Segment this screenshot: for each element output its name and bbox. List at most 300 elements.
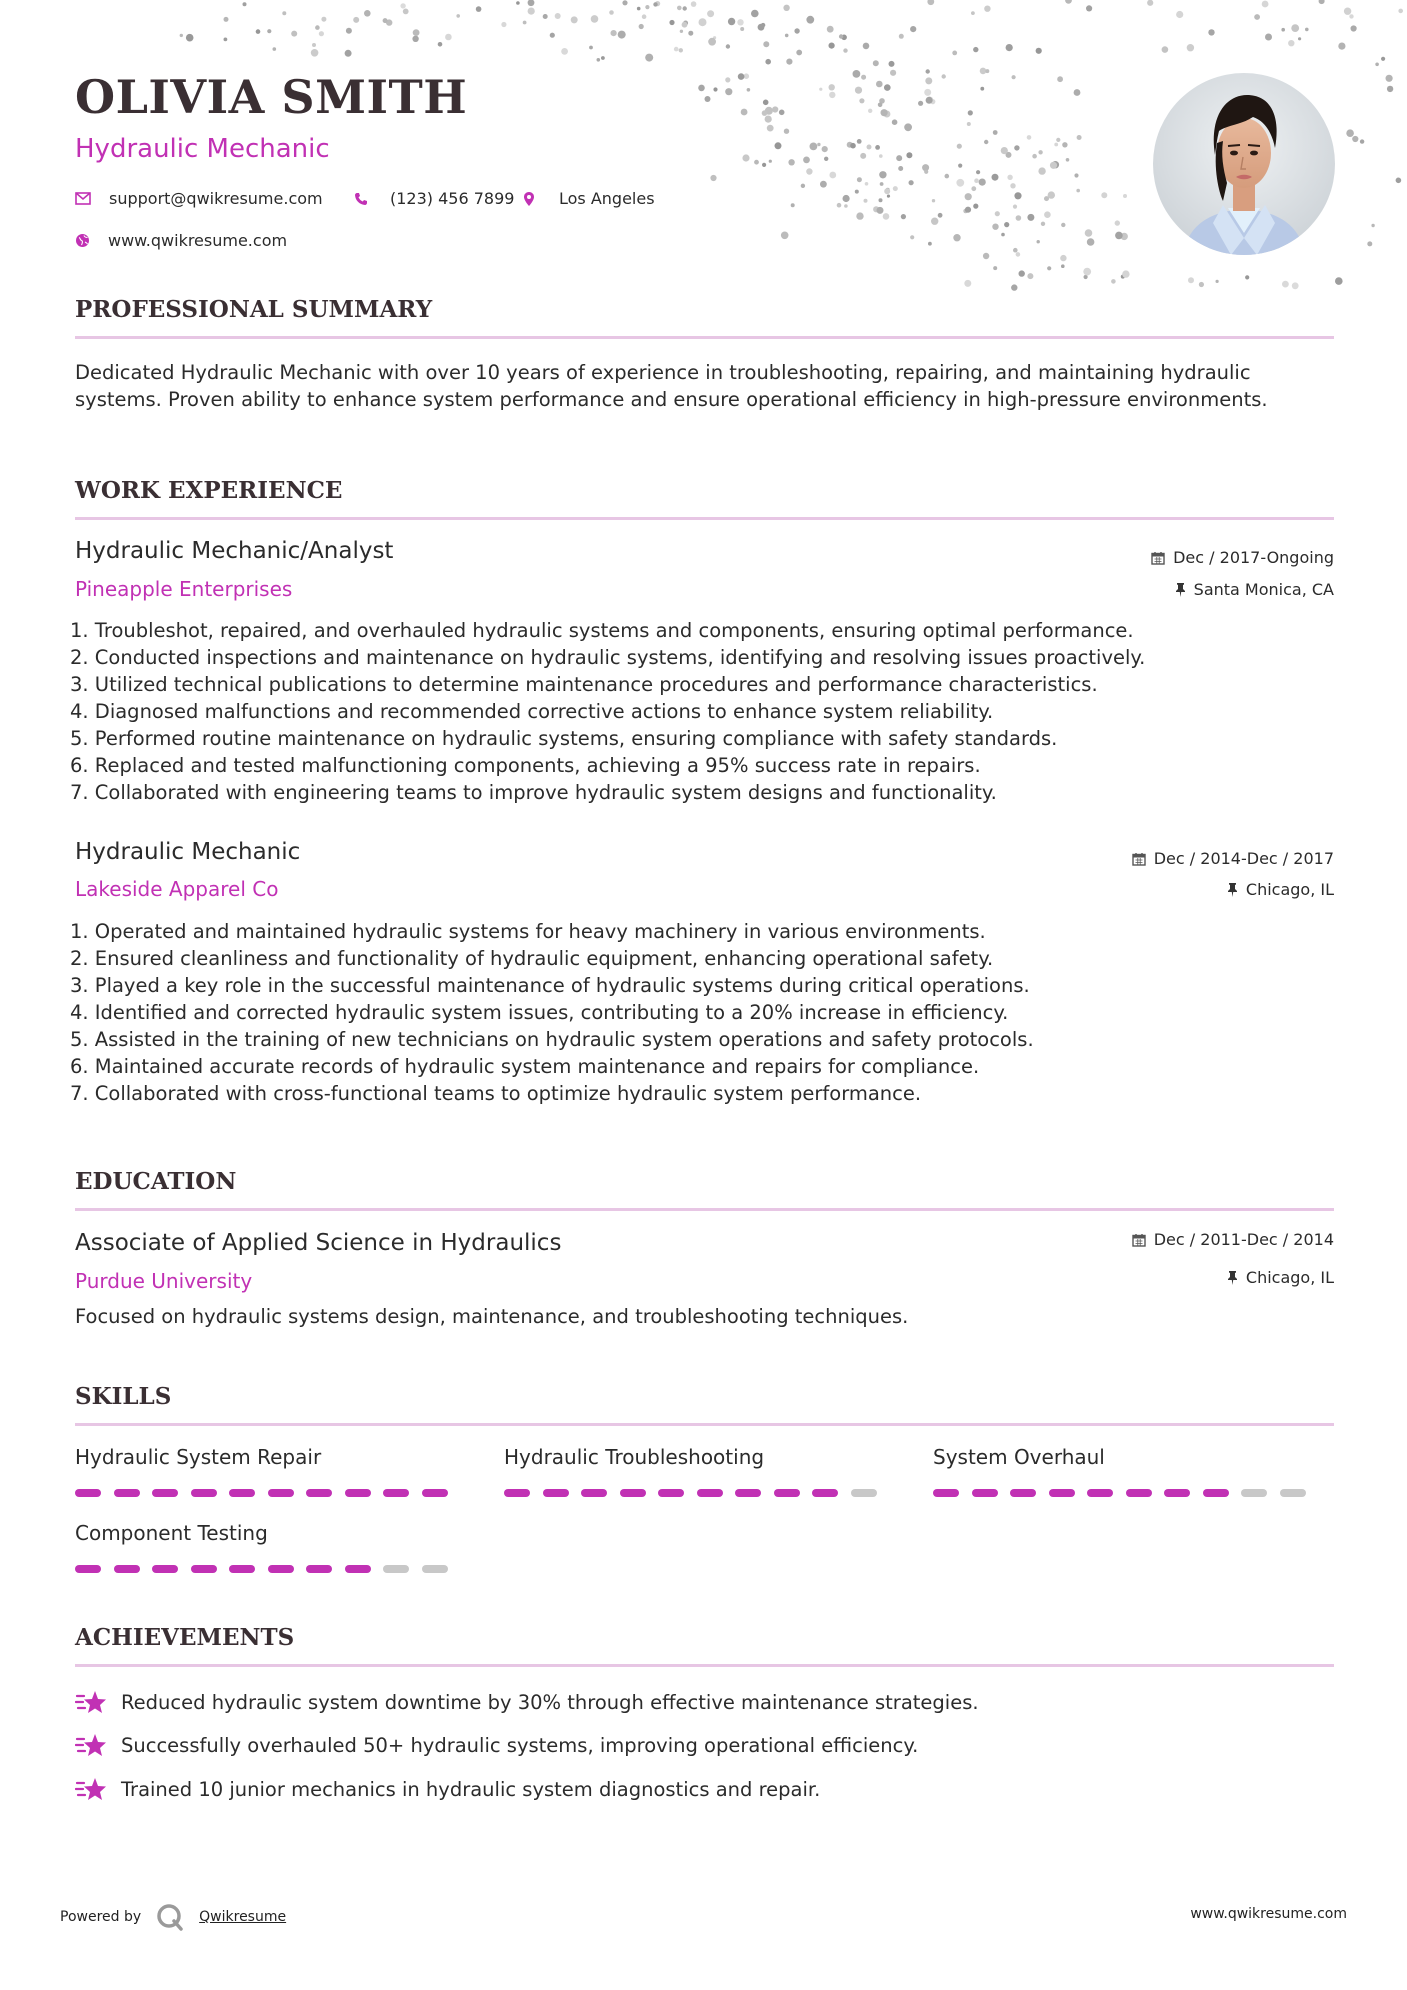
decoration-dot xyxy=(707,10,714,17)
decoration-dot xyxy=(738,73,745,80)
qwikresume-link[interactable]: Qwikresume xyxy=(199,1909,287,1925)
skill-level-dash xyxy=(620,1489,646,1497)
skill-level-dash xyxy=(268,1489,294,1497)
achievement-item xyxy=(75,1731,918,1759)
decoration-dot xyxy=(1061,223,1065,227)
decoration-dot xyxy=(501,22,506,27)
decoration-dot xyxy=(1050,162,1057,169)
decoration-dot xyxy=(829,172,836,179)
decoration-dot xyxy=(747,88,751,92)
pushpin-icon xyxy=(1227,1270,1238,1285)
decoration-dot xyxy=(1074,173,1078,177)
decoration-dot xyxy=(861,75,866,80)
list-item: 4. Identified and corrected hydraulic system issues, contributing to a 20% increase in efficiency. xyxy=(70,1001,1009,1024)
decoration-dot xyxy=(875,145,880,150)
decoration-dot xyxy=(1298,37,1301,40)
decoration-dot xyxy=(1019,270,1025,276)
education-description: Focused on hydraulic systems design, maintenance, and troubleshooting techniques. xyxy=(75,1305,909,1328)
decoration-dot xyxy=(878,103,883,108)
decoration-dot xyxy=(1011,284,1017,290)
degree-title: Associate of Applied Science in Hydraulics xyxy=(75,1230,562,1256)
decoration-dot xyxy=(180,34,183,37)
decoration-dot xyxy=(884,84,891,91)
website-text: www.qwikresume.com xyxy=(108,231,288,250)
contact-location xyxy=(523,189,655,208)
decoration-dot xyxy=(904,123,912,131)
decoration-dot xyxy=(1047,266,1051,270)
decoration-dot xyxy=(883,213,890,220)
shooting-star-icon xyxy=(75,1688,109,1716)
section-title-achievements: ACHIEVEMENTS xyxy=(75,1624,295,1651)
decoration-dot xyxy=(1346,129,1354,137)
skill-level-dash xyxy=(75,1489,101,1497)
decoration-dot xyxy=(319,31,324,36)
decoration-dot xyxy=(839,34,843,38)
section-divider xyxy=(75,1423,1334,1426)
decoration-dot xyxy=(979,179,986,186)
list-item: 3. Played a key role in the successful maintenance of hydraulic systems during critical operations. xyxy=(70,974,1030,997)
footer-website[interactable]: www.qwikresume.com xyxy=(1190,1906,1347,1922)
decoration-dot xyxy=(677,6,682,11)
decoration-dot xyxy=(1352,136,1358,142)
decoration-dot xyxy=(1087,238,1095,246)
decoration-dot xyxy=(674,47,679,52)
decoration-dot xyxy=(1041,222,1045,226)
decoration-dot xyxy=(927,0,934,5)
decoration-dot xyxy=(1245,275,1249,279)
decoration-dot xyxy=(1062,142,1067,147)
decoration-dot xyxy=(796,50,802,56)
decoration-dot xyxy=(383,18,388,23)
achievement-text: Successfully overhauled 50+ hydraulic systems, improving operational efficiency. xyxy=(121,1733,919,1757)
decoration-dot xyxy=(893,186,898,191)
list-item: 5. Assisted in the training of new technicians on hydraulic system operations and safety protocols. xyxy=(70,1028,1034,1051)
decoration-dot xyxy=(824,157,828,161)
list-item: 7. Collaborated with engineering teams to improve hydraulic system designs and functionality. xyxy=(70,781,997,804)
decoration-dot xyxy=(781,232,789,240)
decoration-dot xyxy=(898,166,903,171)
decoration-dot xyxy=(880,182,884,186)
decoration-dot xyxy=(1027,135,1032,140)
decoration-dot xyxy=(1199,282,1204,287)
skill-level-dash xyxy=(581,1489,607,1497)
decoration-dot xyxy=(1291,24,1299,32)
decoration-dot xyxy=(980,87,984,91)
decoration-dot xyxy=(763,100,769,106)
decoration-dot xyxy=(767,125,774,132)
decoration-dot xyxy=(865,182,869,186)
decoration-dot xyxy=(965,207,971,213)
job-company: Pineapple Enterprises xyxy=(75,577,293,601)
decoration-dot xyxy=(555,13,561,19)
qwikresume-logo-icon xyxy=(155,1902,185,1932)
decoration-dot xyxy=(1208,29,1214,35)
decoration-dot xyxy=(438,42,443,47)
decoration-dot xyxy=(769,160,772,163)
decoration-dot xyxy=(561,48,568,55)
decoration-dot xyxy=(710,175,716,181)
decoration-dot xyxy=(1001,147,1008,154)
decoration-dot xyxy=(1281,28,1285,32)
decoration-dot xyxy=(1262,1,1269,8)
decoration-dot xyxy=(877,207,884,214)
globe-icon xyxy=(75,233,90,248)
decoration-dot xyxy=(751,10,759,18)
decoration-dot xyxy=(1101,192,1107,198)
decoration-dot xyxy=(1038,150,1042,154)
skill-level-dash xyxy=(1126,1489,1152,1497)
decoration-dot xyxy=(1057,76,1063,82)
candidate-name: OLIVIA SMITH xyxy=(75,70,468,124)
job-location-text: Chicago, IL xyxy=(1245,880,1334,899)
decoration-dot xyxy=(1338,43,1345,50)
decoration-dot xyxy=(976,170,980,174)
decoration-dot xyxy=(691,1,697,7)
decoration-dot xyxy=(1012,75,1016,79)
decoration-dot xyxy=(918,101,923,106)
decoration-dot xyxy=(1086,5,1092,11)
decoration-dot xyxy=(924,89,931,96)
decoration-dot xyxy=(321,17,326,22)
job-title: Hydraulic Mechanic xyxy=(75,839,301,865)
decoration-dot xyxy=(820,181,827,188)
decoration-dot xyxy=(1016,252,1021,257)
decoration-dot xyxy=(931,218,938,225)
skill-level-dash xyxy=(933,1489,959,1497)
decoration-dot xyxy=(791,203,795,207)
decoration-dot xyxy=(611,30,617,36)
decoration-dot xyxy=(1060,255,1066,261)
decoration-dot xyxy=(742,154,749,161)
decoration-dot xyxy=(924,170,928,174)
decoration-dot xyxy=(822,146,828,152)
skill-item xyxy=(75,1521,268,1573)
skill-level-dash xyxy=(75,1565,101,1573)
decoration-dot xyxy=(892,119,898,125)
skill-level-dash xyxy=(972,1489,998,1497)
decoration-dot xyxy=(953,234,960,241)
skill-level-dash xyxy=(658,1489,684,1497)
job-dates-text: Dec / 2014-Dec / 2017 xyxy=(1153,849,1334,868)
skill-name: Hydraulic Troubleshooting xyxy=(504,1445,765,1469)
skill-item xyxy=(933,1445,1105,1497)
decoration-dot xyxy=(1036,48,1042,54)
list-item: 6. Replaced and tested malfunctioning components, achieving a 95% success rate in repairs. xyxy=(70,754,981,777)
decoration-dot xyxy=(984,140,988,144)
education-dates xyxy=(1132,1230,1334,1249)
decoration-dot xyxy=(980,68,987,75)
decoration-dot xyxy=(1084,275,1088,279)
decoration-dot xyxy=(726,44,730,48)
decoration-dot xyxy=(806,168,812,174)
decoration-dot xyxy=(403,9,409,15)
skill-level-dash xyxy=(345,1565,371,1573)
decoration-dot xyxy=(345,50,352,57)
footer-powered-by xyxy=(60,1902,286,1932)
decoration-dot xyxy=(708,38,716,46)
decoration-dot xyxy=(1282,281,1289,288)
decoration-dot xyxy=(993,266,997,270)
decoration-dot xyxy=(806,16,814,24)
decoration-dot xyxy=(315,25,320,30)
decoration-dot xyxy=(983,253,989,259)
decoration-dot xyxy=(829,43,835,49)
decoration-dot xyxy=(971,11,975,15)
decoration-dot xyxy=(609,10,614,15)
decoration-dot xyxy=(412,36,418,42)
decoration-dot xyxy=(445,34,452,41)
skill-level-dash xyxy=(268,1565,294,1573)
skill-item xyxy=(504,1445,764,1497)
decoration-dot xyxy=(783,5,789,11)
decoration-dot xyxy=(1398,9,1403,14)
decoration-dot xyxy=(456,14,460,18)
decoration-dot xyxy=(1032,154,1037,159)
skill-level-bar xyxy=(75,1489,321,1497)
decoration-dot xyxy=(968,110,973,115)
decoration-dot xyxy=(528,0,535,6)
decoration-dot xyxy=(1014,192,1021,199)
skill-level-dash xyxy=(191,1489,217,1497)
skill-level-dash xyxy=(345,1489,371,1497)
decoration-dot xyxy=(688,31,693,36)
decoration-dot xyxy=(817,143,820,146)
decoration-dot xyxy=(1187,44,1194,51)
location-text: Los Angeles xyxy=(559,189,655,208)
decoration-dot xyxy=(910,26,916,32)
decoration-dot xyxy=(1386,75,1393,82)
section-title-experience: WORK EXPERIENCE xyxy=(75,477,343,504)
decoration-dot xyxy=(1076,189,1080,193)
list-item: 1. Troubleshot, repaired, and overhauled hydraulic systems and components, ensuring optimal performance. xyxy=(70,619,1134,642)
decoration-dot xyxy=(1375,63,1379,67)
decoration-dot xyxy=(1077,135,1082,140)
decoration-dot xyxy=(863,43,870,50)
decoration-dot xyxy=(353,17,359,23)
decoration-dot xyxy=(1044,211,1051,218)
decoration-dot xyxy=(1360,139,1364,143)
decoration-dot xyxy=(974,178,979,183)
skill-level-dash xyxy=(1164,1489,1190,1497)
decoration-dot xyxy=(571,16,578,23)
decoration-dot xyxy=(1085,229,1093,237)
decoration-dot xyxy=(956,179,964,187)
decoration-dot xyxy=(1065,0,1072,4)
decoration-dot xyxy=(597,58,601,62)
decoration-dot xyxy=(669,20,674,25)
decoration-dot xyxy=(224,17,229,22)
list-item: 7. Collaborated with cross-functional teams to optimize hydraulic system performance. xyxy=(70,1082,922,1105)
achievement-item xyxy=(75,1775,820,1803)
decoration-dot xyxy=(973,204,978,209)
calendar-icon xyxy=(1151,551,1165,565)
decoration-dot xyxy=(803,157,810,164)
decoration-dot xyxy=(906,152,912,158)
job-location xyxy=(1227,880,1334,899)
skill-level-dash xyxy=(1280,1489,1306,1497)
skill-level-dash xyxy=(735,1489,761,1497)
skill-level-dash xyxy=(422,1489,448,1497)
decoration-dot xyxy=(829,84,835,90)
decoration-dot xyxy=(772,106,778,112)
job-dates xyxy=(1132,849,1334,868)
skill-level-dash xyxy=(1010,1489,1036,1497)
job-dates-text: Dec / 2017-Ongoing xyxy=(1173,548,1334,567)
decoration-dot xyxy=(741,109,748,116)
decoration-dot xyxy=(984,6,990,12)
decoration-dot xyxy=(786,59,792,65)
job-company: Lakeside Apparel Co xyxy=(75,877,279,901)
section-title-education: EDUCATION xyxy=(75,1168,237,1195)
decoration-dot xyxy=(282,11,286,15)
decoration-dot xyxy=(1162,46,1169,53)
list-item: 3. Utilized technical publications to determine maintenance procedures and performance characteristics. xyxy=(70,673,1098,696)
list-item: 1. Operated and maintained hydraulic systems for heavy machinery in various environments. xyxy=(70,920,986,943)
skill-level-dash xyxy=(1087,1489,1113,1497)
decoration-dot xyxy=(788,159,794,165)
profile-photo xyxy=(1153,73,1335,255)
decoration-dot xyxy=(926,97,933,104)
decoration-dot xyxy=(942,74,946,78)
powered-by-label: Powered by xyxy=(60,1909,142,1925)
decoration-dot xyxy=(698,85,705,92)
skill-level-dash xyxy=(152,1489,178,1497)
skill-name: Component Testing xyxy=(75,1521,268,1545)
decoration-dot xyxy=(785,34,789,38)
section-divider xyxy=(75,1208,1334,1211)
decoration-dot xyxy=(758,24,765,31)
decoration-dot xyxy=(896,155,902,161)
skill-level-dash xyxy=(1049,1489,1075,1497)
decoration-dot xyxy=(843,195,850,202)
section-divider xyxy=(75,336,1334,339)
decoration-dot xyxy=(1074,89,1081,96)
school-name: Purdue University xyxy=(75,1269,253,1293)
contact-phone[interactable] xyxy=(354,189,514,208)
list-item: 2. Ensured cleanliness and functionality of hydraulic equipment, enhancing operational safety. xyxy=(70,947,994,970)
decoration-dot xyxy=(1044,196,1049,201)
decoration-dot xyxy=(765,116,772,123)
decoration-dot xyxy=(400,3,405,8)
decoration-dot xyxy=(1344,8,1351,15)
skill-level-dash xyxy=(812,1489,838,1497)
education-dates-text: Dec / 2011-Dec / 2014 xyxy=(1153,1230,1334,1249)
decoration-dot xyxy=(775,142,782,149)
decoration-dot xyxy=(1349,14,1353,18)
decoration-dot xyxy=(1265,34,1272,41)
decoration-dot xyxy=(881,109,888,116)
contact-website[interactable] xyxy=(75,231,287,250)
decoration-dot xyxy=(860,153,866,159)
skill-name: Hydraulic System Repair xyxy=(75,1445,322,1469)
achievement-text: Reduced hydraulic system downtime by 30% through effective maintenance strategies. xyxy=(121,1690,979,1714)
decoration-dot xyxy=(784,129,789,134)
decoration-dot xyxy=(926,69,930,73)
decoration-dot xyxy=(683,6,687,10)
decoration-dot xyxy=(1254,14,1260,20)
decoration-dot xyxy=(224,38,228,42)
decoration-dot xyxy=(810,143,818,151)
decoration-dot xyxy=(1083,268,1091,276)
shooting-star-icon xyxy=(75,1775,109,1803)
decoration-dot xyxy=(346,28,352,34)
decoration-dot xyxy=(1147,0,1153,6)
decoration-dot xyxy=(879,154,883,158)
decoration-dot xyxy=(794,28,799,33)
decoration-dot xyxy=(645,5,649,9)
decoration-dot xyxy=(819,88,822,91)
skill-level-dash xyxy=(306,1489,332,1497)
decoration-dot xyxy=(637,7,641,11)
decoration-dot xyxy=(856,212,863,219)
decoration-dot xyxy=(679,48,683,52)
decoration-dot xyxy=(1006,44,1013,51)
job-location xyxy=(1175,580,1334,599)
decoration-dot xyxy=(645,54,653,62)
skill-level-dash xyxy=(114,1565,140,1573)
decoration-dot xyxy=(1037,240,1040,243)
decoration-dot xyxy=(899,34,904,39)
decoration-dot xyxy=(958,164,962,168)
achievement-text: Trained 10 junior mechanics in hydraulic system diagnostics and repair. xyxy=(121,1777,821,1801)
skill-level-bar xyxy=(75,1565,268,1573)
skill-level-dash xyxy=(306,1565,332,1573)
decoration-dot xyxy=(1288,40,1294,46)
skill-level-dash xyxy=(383,1489,409,1497)
decoration-dot xyxy=(928,242,932,246)
skill-level-dash xyxy=(504,1489,530,1497)
skill-level-dash xyxy=(152,1565,178,1573)
decoration-dot xyxy=(884,188,890,194)
calendar-icon xyxy=(1132,852,1146,866)
decoration-dot xyxy=(992,224,998,230)
job-title: Hydraulic Mechanic/Analyst xyxy=(75,538,394,564)
decoration-dot xyxy=(855,190,859,194)
decoration-dot xyxy=(1367,241,1372,246)
decoration-dot xyxy=(737,19,743,25)
section-divider xyxy=(75,1664,1334,1667)
decoration-dot xyxy=(867,145,872,150)
decoration-dot xyxy=(642,14,647,19)
decoration-dot xyxy=(857,177,862,182)
decoration-dot xyxy=(713,87,717,91)
decoration-dot xyxy=(413,29,420,36)
decoration-dot xyxy=(550,33,555,38)
decoration-dot xyxy=(938,213,943,218)
decoration-dot xyxy=(622,0,627,5)
decoration-dot xyxy=(1066,158,1070,162)
skill-level-dash xyxy=(229,1565,255,1573)
phone-icon xyxy=(354,192,368,206)
decoration-dot xyxy=(1007,175,1012,180)
skill-level-dash xyxy=(191,1565,217,1573)
list-item: 2. Conducted inspections and maintenance on hydraulic systems, identifying and resolving issues proactively. xyxy=(70,646,1146,669)
decoration-dot xyxy=(957,144,962,149)
decoration-dot xyxy=(1387,86,1393,92)
decoration-dot xyxy=(952,51,957,56)
decoration-dot xyxy=(992,174,999,181)
decoration-dot xyxy=(762,110,768,116)
decoration-dot xyxy=(995,211,1000,216)
contact-email[interactable] xyxy=(75,189,323,208)
decoration-dot xyxy=(267,29,271,33)
decoration-dot xyxy=(844,204,848,208)
skill-level-dash xyxy=(543,1489,569,1497)
decoration-dot xyxy=(1351,25,1357,31)
pushpin-icon xyxy=(1227,882,1238,897)
shooting-star-icon xyxy=(75,1731,109,1759)
email-text: support@qwikresume.com xyxy=(109,189,323,208)
